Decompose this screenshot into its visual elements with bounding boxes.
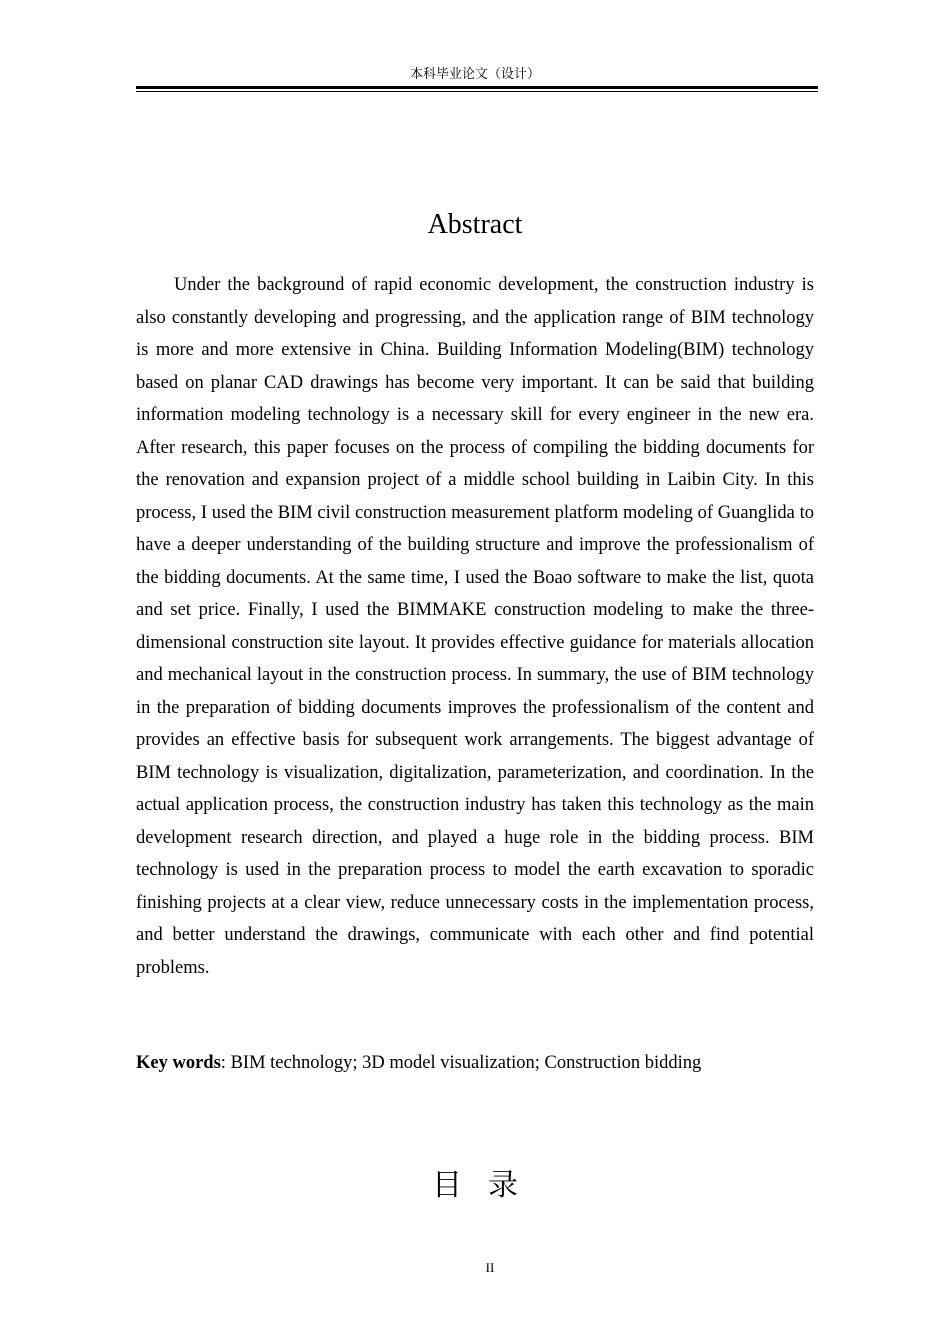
keywords-separator: : [220, 1053, 231, 1073]
header-rule-thick [136, 86, 818, 89]
abstract-title: Abstract [427, 209, 523, 240]
abstract-body: Under the background of rapid economic development, the construction industry is also constantly developing and progressing, and the application range of BIM technology is more and more extensive in China. Building Information Modeling(BIM) technology based on planar CAD drawings has become very important. It can be said that building information modeling technology is a necessary skill for every engineer in the new era. After research, this paper focuses on the process of compiling the bidding documents for the renovation and expansion project of a middle school building in Laibin City. In this process, I used the BIM civil construction measurement platform modeling of Guanglida to have a deeper understanding of the building structure and improve the professionalism of the bidding documents. At the same time, I used the Boao software to make the list, quota and set price. Finally, I used the BIMMAKE construction modeling to make the three-dimensional construction site layout. It provides effective guidance for materials allocation and mechanical layout in the construction process. In summary, the use of BIM technology in the preparation of bidding documents improves the professionalism of the content and provides an effective basis for subsequent work arrangements. The biggest advantage of BIM technology is visualization, digitalization, parameterization, and coordination. In the actual application process, the construction industry has taken this technology as the main development research direction, and played a huge role in the bidding process. BIM technology is used in the preparation process to model the earth excavation to sporadic finishing projects at a clear view, reduce unnecessary costs in the implementation process, and better understand the drawings, communicate with each other and find potential problems. [136, 275, 814, 978]
keywords-label: Key words [136, 1053, 221, 1073]
toc-title: 目录 [432, 1168, 544, 1203]
running-header: 本科毕业论文（设计） [409, 67, 540, 82]
keywords-value: BIM technology; 3D model visualization; Construction bidding [230, 1053, 702, 1073]
header-rule-thin [136, 91, 818, 92]
page-number: II [485, 1260, 495, 1275]
keywords-line [136, 1047, 814, 1079]
